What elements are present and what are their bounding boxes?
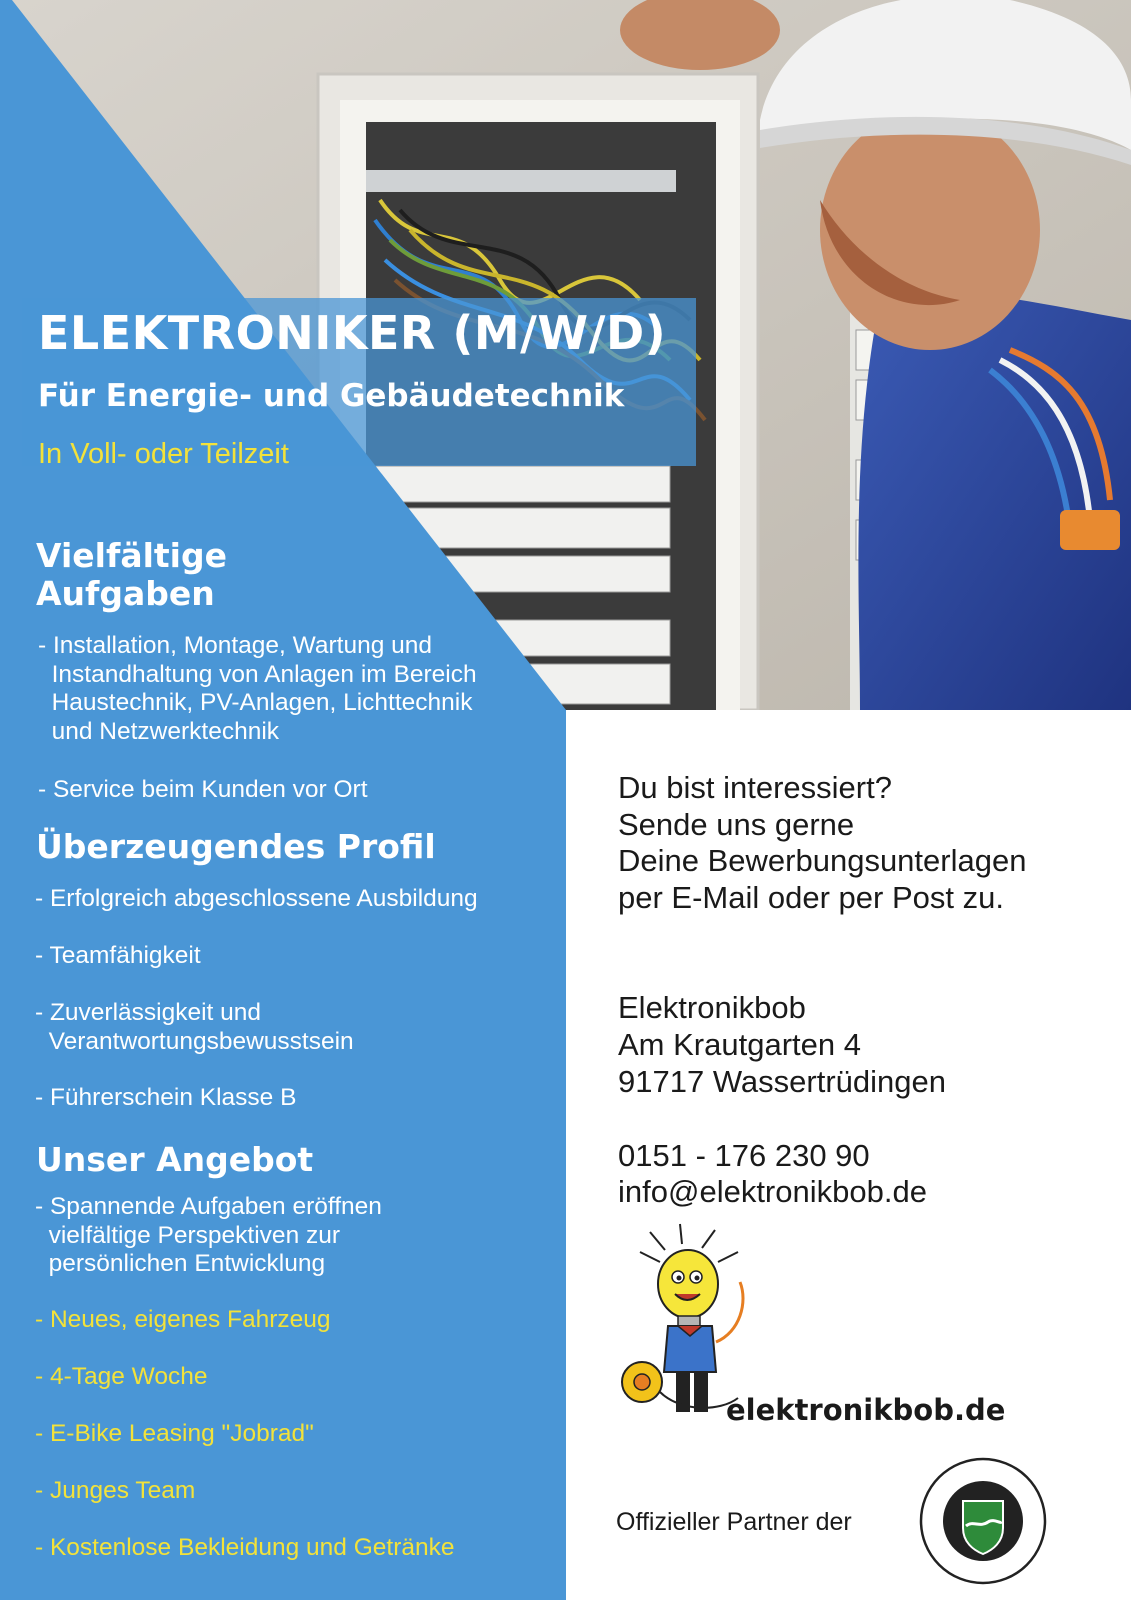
list-item: - 4-Tage Woche <box>35 1363 208 1390</box>
list-item: - Führerschein Klasse B <box>35 1084 297 1111</box>
contact-phone[interactable]: 0151 - 176 230 90 <box>618 1138 870 1173</box>
contact-intro: Du bist interessiert? Sende uns gerne Deine Bewerbungsunterlagen per E-Mail oder per Post zu. <box>618 770 1027 915</box>
company-city: 91717 Wassertrüdingen <box>618 1064 946 1099</box>
page-title: ELEKTRONIKER (M/W/D) <box>38 306 667 360</box>
contact-email[interactable]: info@elektronikbob.de <box>618 1174 927 1209</box>
list-item: - Installation, Montage, Wartung und Instandhaltung von Anlagen im Bereich Haustechnik, PV-Anlagen, Lichttechnik und Netzwerktechnik <box>38 632 477 745</box>
company-name: Elektronikbob <box>618 990 806 1025</box>
company-street: Am Krautgarten 4 <box>618 1027 861 1062</box>
list-item: - Junges Team <box>35 1477 196 1504</box>
list-item: - E-Bike Leasing "Jobrad" <box>35 1420 314 1447</box>
partner-seal-icon <box>918 1456 1048 1586</box>
section-heading-offer: Unser Angebot <box>36 1140 314 1179</box>
section-heading-profile: Überzeugendes Profil <box>36 827 436 866</box>
page-subtitle: Für Energie- und Gebäudetechnik <box>38 378 625 414</box>
partner-label: Offizieller Partner der <box>616 1508 852 1536</box>
employment-type: In Voll- oder Teilzeit <box>38 438 289 470</box>
logo-website[interactable]: elektronikbob.de <box>726 1393 1006 1427</box>
list-item: - Erfolgreich abgeschlossene Ausbildung <box>35 885 478 912</box>
list-item: - Neues, eigenes Fahrzeug <box>35 1306 331 1333</box>
list-item: - Spannende Aufgaben eröffnen vielfältige Perspektiven zur persönlichen Entwicklung <box>35 1193 382 1277</box>
list-item: - Service beim Kunden vor Ort <box>38 776 368 803</box>
list-item: - Teamfähigkeit <box>35 942 201 969</box>
section-heading-tasks: Vielfältige Aufgaben <box>36 536 227 613</box>
list-item: - Kostenlose Bekleidung und Getränke <box>35 1534 455 1561</box>
list-item: - Zuverlässigkeit und Verantwortungsbewusstsein <box>35 999 354 1055</box>
